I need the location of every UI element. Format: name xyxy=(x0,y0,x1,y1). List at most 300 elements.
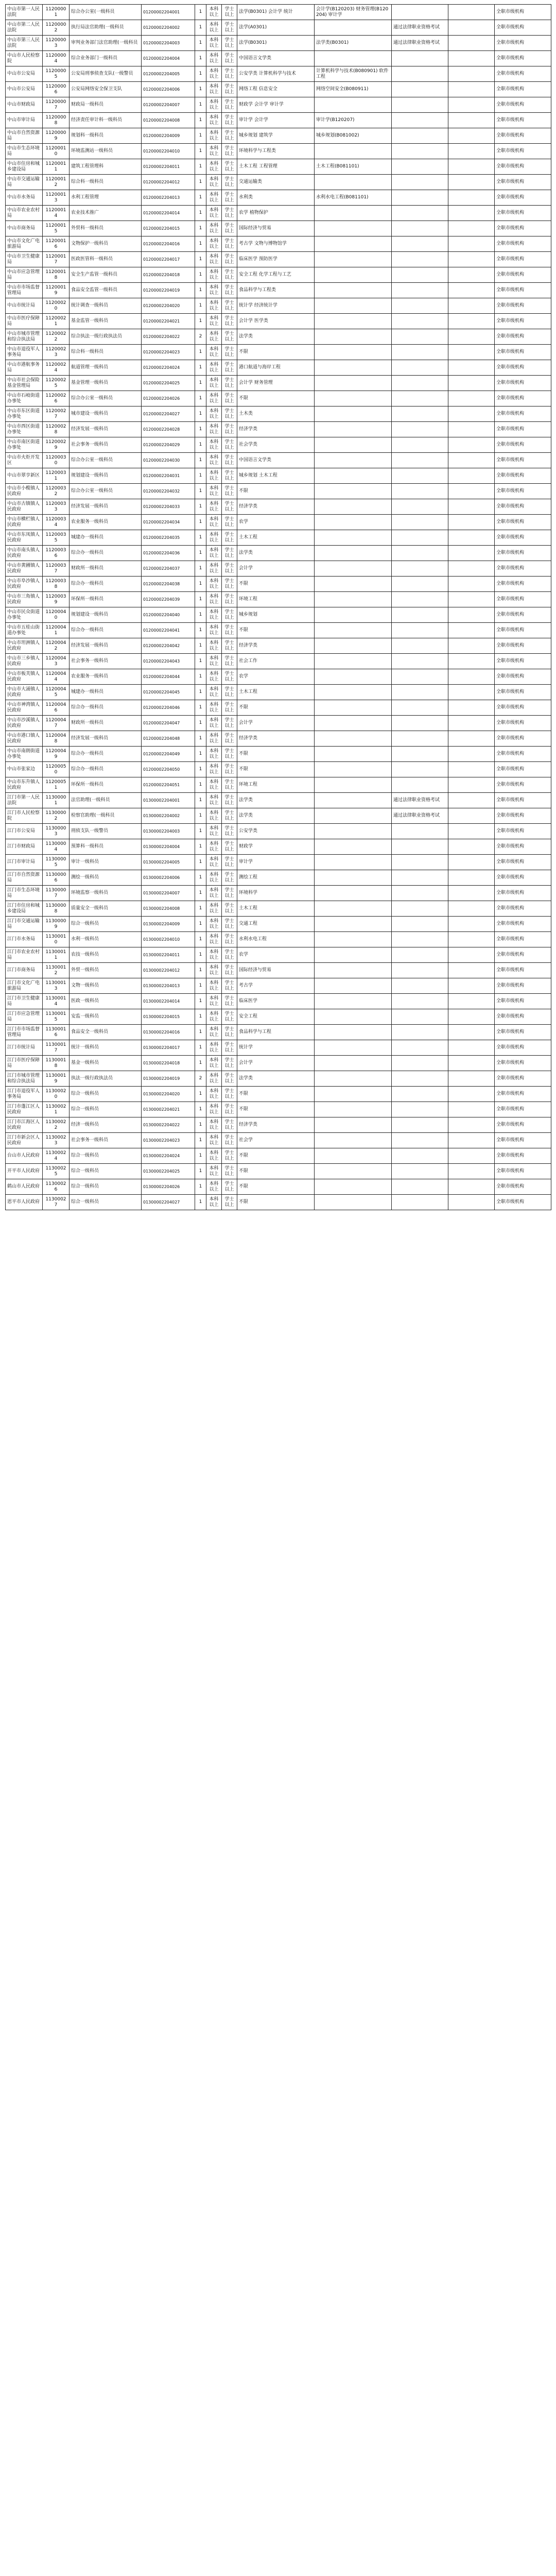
unit-code-cell: 11300015 xyxy=(43,1009,70,1025)
other-requirement-cell xyxy=(392,1025,448,1040)
major-requirement-cell: 不限 xyxy=(237,391,315,406)
education-cell: 本科以上 xyxy=(206,484,222,499)
position-code-cell: 01200002204002 xyxy=(142,20,195,36)
level-cell: 全职市级机构 xyxy=(495,453,551,468)
table-row xyxy=(6,716,551,731)
major-requirement-cell: 交通运输类 xyxy=(237,175,315,190)
position-cell: 综合办一级科员 xyxy=(70,546,142,561)
note-cell xyxy=(448,1071,495,1087)
position-code-cell: 01300002204024 xyxy=(142,1148,195,1164)
other-requirement-cell xyxy=(392,607,448,623)
unit-code-cell: 11200016 xyxy=(43,236,70,252)
headcount-cell: 1 xyxy=(195,1179,206,1195)
position-cell: 医政一级科员 xyxy=(70,994,142,1009)
major-detail-cell xyxy=(315,777,392,793)
degree-cell: 学士以上 xyxy=(222,777,237,793)
position-code-cell: 01200002204051 xyxy=(142,777,195,793)
position-cell: 综合办一级科员 xyxy=(70,762,142,777)
level-cell: 全职市级机构 xyxy=(495,515,551,530)
unit-code-cell: 11300006 xyxy=(43,870,70,886)
level-cell: 全职市级机构 xyxy=(495,376,551,391)
headcount-cell: 1 xyxy=(195,20,206,36)
unit-code-cell: 11200043 xyxy=(43,654,70,669)
other-requirement-cell xyxy=(392,236,448,252)
note-cell xyxy=(448,175,495,190)
table-row xyxy=(6,1040,551,1056)
education-cell: 本科以上 xyxy=(206,917,222,932)
major-detail-cell xyxy=(315,917,392,932)
major-detail-cell xyxy=(315,437,392,453)
position-code-cell: 01200002204046 xyxy=(142,700,195,716)
major-detail-cell xyxy=(315,468,392,484)
position-code-cell: 01200002204020 xyxy=(142,298,195,314)
unit-code-cell: 11200007 xyxy=(43,97,70,113)
level-cell: 全职市级机构 xyxy=(495,113,551,128)
unit-code-cell: 11200044 xyxy=(43,669,70,685)
table-row xyxy=(6,345,551,360)
major-requirement-cell: 不限 xyxy=(237,1195,315,1210)
unit-code-cell: 11200026 xyxy=(43,391,70,406)
level-cell: 全职市级机构 xyxy=(495,1071,551,1087)
degree-cell: 学士以上 xyxy=(222,1040,237,1056)
note-cell xyxy=(448,97,495,113)
level-cell: 全职市级机构 xyxy=(495,793,551,808)
note-cell xyxy=(448,1087,495,1102)
position-code-cell: 01300002204002 xyxy=(142,808,195,824)
position-cell: 规划科一级科员 xyxy=(70,128,142,144)
education-cell: 本科以上 xyxy=(206,731,222,747)
major-detail-cell xyxy=(315,808,392,824)
note-cell xyxy=(448,731,495,747)
headcount-cell: 1 xyxy=(195,453,206,468)
unit-code-cell: 11300024 xyxy=(43,1148,70,1164)
education-cell: 本科以上 xyxy=(206,839,222,855)
education-cell: 本科以上 xyxy=(206,329,222,345)
position-code-cell: 01200002204047 xyxy=(142,716,195,731)
table-row xyxy=(6,793,551,808)
unit-code-cell: 11300018 xyxy=(43,1056,70,1071)
table-row xyxy=(6,917,551,932)
level-cell: 全职市级机构 xyxy=(495,283,551,298)
major-detail-cell xyxy=(315,963,392,978)
degree-cell: 学士以上 xyxy=(222,855,237,870)
unit-code-cell: 11300012 xyxy=(43,963,70,978)
position-cell: 航道管理一级科员 xyxy=(70,360,142,376)
unit-code-cell: 11200051 xyxy=(43,777,70,793)
headcount-cell: 1 xyxy=(195,221,206,236)
education-cell: 本科以上 xyxy=(206,190,222,206)
position-cell: 预算科一级科员 xyxy=(70,839,142,855)
headcount-cell: 1 xyxy=(195,267,206,283)
unit-cell: 江门市商务局 xyxy=(6,963,43,978)
note-cell xyxy=(448,144,495,159)
major-requirement-cell: 会计学 医学类 xyxy=(237,314,315,329)
other-requirement-cell xyxy=(392,175,448,190)
major-requirement-cell: 财政学 会计学 审计学 xyxy=(237,97,315,113)
position-code-cell: 01200002204008 xyxy=(142,113,195,128)
major-requirement-cell: 公安学类 计算机科学与技术 xyxy=(237,66,315,82)
table-row xyxy=(6,592,551,607)
major-requirement-cell: 水利类 xyxy=(237,190,315,206)
table-row xyxy=(6,267,551,283)
unit-code-cell: 11300008 xyxy=(43,901,70,917)
degree-cell: 学士以上 xyxy=(222,5,237,20)
position-cell: 公安局网络安全保卫支队 xyxy=(70,82,142,97)
level-cell: 全职市级机构 xyxy=(495,654,551,669)
degree-cell: 学士以上 xyxy=(222,499,237,515)
note-cell xyxy=(448,190,495,206)
position-code-cell: 01200002204011 xyxy=(142,159,195,175)
degree-cell: 学士以上 xyxy=(222,206,237,221)
note-cell xyxy=(448,468,495,484)
position-cell: 安监一级科员 xyxy=(70,1009,142,1025)
position-cell: 水利一级科员 xyxy=(70,932,142,947)
note-cell xyxy=(448,546,495,561)
unit-cell: 江门市城市管理和综合执法局 xyxy=(6,1071,43,1087)
other-requirement-cell xyxy=(392,947,448,963)
other-requirement-cell xyxy=(392,437,448,453)
level-cell: 全职市级机构 xyxy=(495,406,551,422)
degree-cell: 学士以上 xyxy=(222,886,237,901)
education-cell: 本科以上 xyxy=(206,360,222,376)
unit-cell: 江门市水务局 xyxy=(6,932,43,947)
table-row xyxy=(6,870,551,886)
unit-code-cell: 11200040 xyxy=(43,607,70,623)
position-cell: 城市建设一级科员 xyxy=(70,406,142,422)
unit-code-cell: 11200036 xyxy=(43,546,70,561)
headcount-cell: 1 xyxy=(195,1164,206,1179)
note-cell xyxy=(448,1056,495,1071)
education-cell: 本科以上 xyxy=(206,406,222,422)
other-requirement-cell xyxy=(392,1164,448,1179)
table-body xyxy=(6,5,551,1210)
degree-cell: 学士以上 xyxy=(222,1195,237,1210)
headcount-cell: 1 xyxy=(195,1117,206,1133)
position-code-cell: 01200002204012 xyxy=(142,175,195,190)
unit-cell: 恩平市人民政府 xyxy=(6,1195,43,1210)
headcount-cell: 1 xyxy=(195,886,206,901)
education-cell: 本科以上 xyxy=(206,1164,222,1179)
unit-code-cell: 11300001 xyxy=(43,793,70,808)
level-cell: 全职市级机构 xyxy=(495,762,551,777)
degree-cell: 学士以上 xyxy=(222,700,237,716)
level-cell: 全职市级机构 xyxy=(495,716,551,731)
major-detail-cell xyxy=(315,1148,392,1164)
position-cell: 环保所一级科员 xyxy=(70,592,142,607)
headcount-cell: 1 xyxy=(195,638,206,654)
position-code-cell: 01200002204017 xyxy=(142,252,195,267)
note-cell xyxy=(448,886,495,901)
position-cell: 水利工程管理 xyxy=(70,190,142,206)
note-cell xyxy=(448,36,495,51)
other-requirement-cell xyxy=(392,252,448,267)
major-detail-cell xyxy=(315,1164,392,1179)
unit-cell: 江门市退役军人事务局 xyxy=(6,1087,43,1102)
education-cell: 本科以上 xyxy=(206,51,222,66)
table-row xyxy=(6,1025,551,1040)
major-detail-cell xyxy=(315,1117,392,1133)
table-row xyxy=(6,839,551,855)
note-cell xyxy=(448,159,495,175)
unit-code-cell: 11200012 xyxy=(43,175,70,190)
education-cell: 本科以上 xyxy=(206,530,222,546)
unit-cell: 中山市横栏镇人民政府 xyxy=(6,515,43,530)
other-requirement-cell xyxy=(392,685,448,700)
note-cell xyxy=(448,994,495,1009)
position-cell: 社会事务一级科员 xyxy=(70,437,142,453)
unit-cell: 中山市退役军人事务局 xyxy=(6,345,43,360)
other-requirement-cell xyxy=(392,298,448,314)
major-requirement-cell: 不限 xyxy=(237,700,315,716)
level-cell: 全职市级机构 xyxy=(495,685,551,700)
major-detail-cell xyxy=(315,360,392,376)
level-cell: 全职市级机构 xyxy=(495,1025,551,1040)
major-requirement-cell: 审计学 会计学 xyxy=(237,113,315,128)
other-requirement-cell xyxy=(392,1087,448,1102)
education-cell: 本科以上 xyxy=(206,221,222,236)
other-requirement-cell xyxy=(392,1148,448,1164)
major-requirement-cell: 经济学类 xyxy=(237,422,315,437)
other-requirement-cell xyxy=(392,546,448,561)
major-requirement-cell: 测绘工程 xyxy=(237,870,315,886)
table-row xyxy=(6,669,551,685)
education-cell: 本科以上 xyxy=(206,824,222,839)
major-detail-cell xyxy=(315,731,392,747)
major-requirement-cell: 不限 xyxy=(237,762,315,777)
degree-cell: 学士以上 xyxy=(222,329,237,345)
unit-code-cell: 11200001 xyxy=(43,5,70,20)
note-cell xyxy=(448,252,495,267)
note-cell xyxy=(448,515,495,530)
unit-code-cell: 11300023 xyxy=(43,1133,70,1148)
major-detail-cell xyxy=(315,530,392,546)
table-row xyxy=(6,175,551,190)
position-code-cell: 01200002204035 xyxy=(142,530,195,546)
position-code-cell: 01200002204010 xyxy=(142,144,195,159)
major-detail-cell xyxy=(315,175,392,190)
education-cell: 本科以上 xyxy=(206,577,222,592)
unit-cell: 中山市水务局 xyxy=(6,190,43,206)
major-requirement-cell: 不限 xyxy=(237,484,315,499)
note-cell xyxy=(448,747,495,762)
position-code-cell: 01200002204031 xyxy=(142,468,195,484)
level-cell: 全职市级机构 xyxy=(495,329,551,345)
position-cell: 综合办一级科员 xyxy=(70,577,142,592)
headcount-cell: 1 xyxy=(195,654,206,669)
education-cell: 本科以上 xyxy=(206,638,222,654)
table-row xyxy=(6,855,551,870)
other-requirement-cell xyxy=(392,113,448,128)
degree-cell: 学士以上 xyxy=(222,453,237,468)
table-row xyxy=(6,453,551,468)
level-cell: 全职市级机构 xyxy=(495,747,551,762)
table-row xyxy=(6,51,551,66)
degree-cell: 学士以上 xyxy=(222,345,237,360)
other-requirement-cell xyxy=(392,144,448,159)
education-cell: 本科以上 xyxy=(206,1025,222,1040)
position-code-cell: 01300002204010 xyxy=(142,932,195,947)
other-requirement-cell xyxy=(392,128,448,144)
level-cell: 全职市级机构 xyxy=(495,963,551,978)
major-detail-cell xyxy=(315,298,392,314)
position-code-cell: 01200002204045 xyxy=(142,685,195,700)
level-cell: 全职市级机构 xyxy=(495,206,551,221)
unit-cell: 中山市人民检察院 xyxy=(6,51,43,66)
unit-cell: 开平市人民政府 xyxy=(6,1164,43,1179)
headcount-cell: 1 xyxy=(195,700,206,716)
note-cell xyxy=(448,793,495,808)
level-cell: 全职市级机构 xyxy=(495,530,551,546)
table-row xyxy=(6,159,551,175)
education-cell: 本科以上 xyxy=(206,808,222,824)
table-row xyxy=(6,654,551,669)
position-cell: 综合一级科员 xyxy=(70,1102,142,1117)
level-cell: 全职市级机构 xyxy=(495,20,551,36)
position-cell: 审计一级科员 xyxy=(70,855,142,870)
other-requirement-cell xyxy=(392,376,448,391)
headcount-cell: 1 xyxy=(195,82,206,97)
headcount-cell: 1 xyxy=(195,128,206,144)
headcount-cell: 1 xyxy=(195,1133,206,1148)
education-cell: 本科以上 xyxy=(206,82,222,97)
other-requirement-cell xyxy=(392,1133,448,1148)
headcount-cell: 1 xyxy=(195,437,206,453)
position-cell: 综合办一级科员 xyxy=(70,747,142,762)
unit-cell: 中山市文化广电旅游局 xyxy=(6,236,43,252)
education-cell: 本科以上 xyxy=(206,777,222,793)
other-requirement-cell xyxy=(392,314,448,329)
major-detail-cell xyxy=(315,824,392,839)
position-code-cell: 01200002204023 xyxy=(142,345,195,360)
major-requirement-cell: 不限 xyxy=(237,1148,315,1164)
degree-cell: 学士以上 xyxy=(222,839,237,855)
degree-cell: 学士以上 xyxy=(222,1179,237,1195)
major-detail-cell xyxy=(315,793,392,808)
headcount-cell: 1 xyxy=(195,5,206,20)
position-cell: 执行局法官助理(一级科员 xyxy=(70,20,142,36)
note-cell xyxy=(448,1040,495,1056)
degree-cell: 学士以上 xyxy=(222,978,237,994)
major-detail-cell xyxy=(315,252,392,267)
unit-cell: 江门市蓬江区人民政府 xyxy=(6,1102,43,1117)
degree-cell: 学士以上 xyxy=(222,685,237,700)
other-requirement-cell xyxy=(392,963,448,978)
major-detail-cell xyxy=(315,762,392,777)
degree-cell: 学士以上 xyxy=(222,36,237,51)
level-cell: 全职市级机构 xyxy=(495,1148,551,1164)
position-cell: 统计调查一级科员 xyxy=(70,298,142,314)
level-cell: 全职市级机构 xyxy=(495,1195,551,1210)
position-cell: 基金一级科员 xyxy=(70,1056,142,1071)
unit-code-cell: 11200037 xyxy=(43,561,70,577)
unit-cell: 江门市统计局 xyxy=(6,1040,43,1056)
major-requirement-cell: 社会工作 xyxy=(237,654,315,669)
unit-code-cell: 11200011 xyxy=(43,159,70,175)
degree-cell: 学士以上 xyxy=(222,607,237,623)
major-requirement-cell: 经济学类 xyxy=(237,499,315,515)
table-row xyxy=(6,236,551,252)
degree-cell: 学士以上 xyxy=(222,932,237,947)
headcount-cell: 1 xyxy=(195,623,206,638)
other-requirement-cell xyxy=(392,530,448,546)
other-requirement-cell xyxy=(392,221,448,236)
major-detail-cell xyxy=(315,978,392,994)
position-cell: 质量安全一级科员 xyxy=(70,901,142,917)
position-code-cell: 01200002204049 xyxy=(142,747,195,762)
other-requirement-cell: 通过法律职业资格考试 xyxy=(392,20,448,36)
note-cell xyxy=(448,963,495,978)
education-cell: 本科以上 xyxy=(206,978,222,994)
major-detail-cell xyxy=(315,1071,392,1087)
degree-cell: 学士以上 xyxy=(222,762,237,777)
major-requirement-cell: 不限 xyxy=(237,1164,315,1179)
table-row xyxy=(6,5,551,20)
unit-cell: 中山市神湾镇人民政府 xyxy=(6,700,43,716)
other-requirement-cell xyxy=(392,1040,448,1056)
note-cell xyxy=(448,917,495,932)
note-cell xyxy=(448,329,495,345)
unit-cell: 中山市小榄镇人民政府 xyxy=(6,484,43,499)
other-requirement-cell xyxy=(392,747,448,762)
level-cell: 全职市级机构 xyxy=(495,5,551,20)
unit-cell: 中山市城市管理和综合执法局 xyxy=(6,329,43,345)
major-detail-cell xyxy=(315,577,392,592)
education-cell: 本科以上 xyxy=(206,66,222,82)
major-requirement-cell: 城乡规划 建筑学 xyxy=(237,128,315,144)
major-requirement-cell: 交通工程 xyxy=(237,917,315,932)
note-cell xyxy=(448,5,495,20)
education-cell: 本科以上 xyxy=(206,437,222,453)
degree-cell: 学士以上 xyxy=(222,947,237,963)
unit-cell: 中山市港口镇人民政府 xyxy=(6,731,43,747)
other-requirement-cell xyxy=(392,515,448,530)
major-detail-cell: 会计学(B120203) 财务管理(B120204) 审计学 xyxy=(315,5,392,20)
note-cell xyxy=(448,824,495,839)
degree-cell: 学士以上 xyxy=(222,716,237,731)
position-code-cell: 01200002204037 xyxy=(142,561,195,577)
table-row xyxy=(6,252,551,267)
table-row xyxy=(6,437,551,453)
other-requirement-cell xyxy=(392,329,448,345)
table-row xyxy=(6,422,551,437)
table-row xyxy=(6,1133,551,1148)
major-detail-cell xyxy=(315,1040,392,1056)
note-cell xyxy=(448,283,495,298)
table-row xyxy=(6,1087,551,1102)
unit-code-cell: 11300014 xyxy=(43,994,70,1009)
note-cell xyxy=(448,1117,495,1133)
major-detail-cell xyxy=(315,654,392,669)
major-detail-cell xyxy=(315,499,392,515)
major-detail-cell xyxy=(315,700,392,716)
other-requirement-cell xyxy=(392,5,448,20)
note-cell xyxy=(448,623,495,638)
major-detail-cell xyxy=(315,1087,392,1102)
other-requirement-cell xyxy=(392,1056,448,1071)
degree-cell: 学士以上 xyxy=(222,468,237,484)
level-cell: 全职市级机构 xyxy=(495,221,551,236)
position-code-cell: 01200002204032 xyxy=(142,484,195,499)
degree-cell: 学士以上 xyxy=(222,406,237,422)
major-detail-cell xyxy=(315,422,392,437)
unit-code-cell: 11200031 xyxy=(43,468,70,484)
other-requirement-cell xyxy=(392,499,448,515)
education-cell: 本科以上 xyxy=(206,453,222,468)
level-cell: 全职市级机构 xyxy=(495,870,551,886)
position-code-cell: 01300002204006 xyxy=(142,870,195,886)
degree-cell: 学士以上 xyxy=(222,221,237,236)
degree-cell: 学士以上 xyxy=(222,1117,237,1133)
